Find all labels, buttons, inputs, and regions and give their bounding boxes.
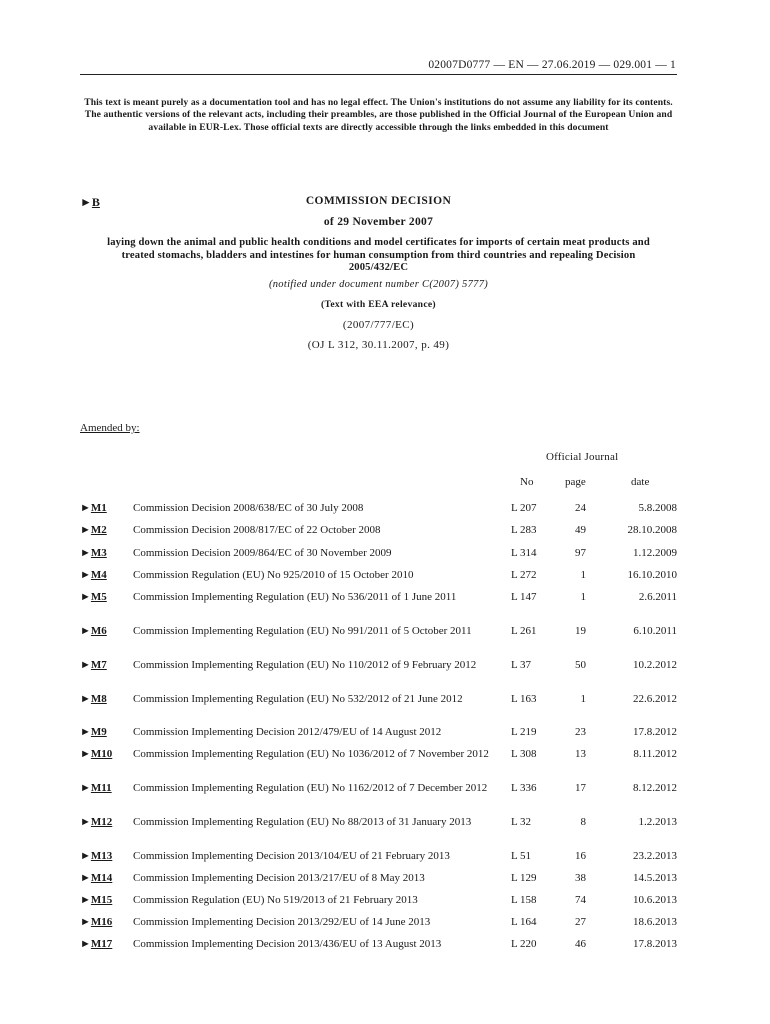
amendment-description: Commission Implementing Regulation (EU) No 110/2012 of 9 February 2012 [133, 659, 477, 671]
oj-date: 16.10.2010 [627, 569, 677, 581]
oj-page: 74 [575, 894, 586, 906]
header-rule [80, 74, 677, 75]
amendment-marker[interactable] [80, 625, 107, 637]
document-subject: laying down the animal and public health conditions and model certificates for imports of certain meat products and treated stomachs, bladders and intestines for human consumption from third countries and repealing Decision 2005/432/EC [107, 237, 650, 274]
amendment-link[interactable]: M16 [90, 916, 113, 928]
marker-arrow-icon: ► [80, 748, 91, 760]
oj-page: 1 [580, 569, 586, 581]
amendment-link[interactable]: M11 [90, 782, 112, 794]
oj-date: 14.5.2013 [633, 872, 677, 884]
oj-number: L 37 [511, 659, 532, 671]
oj-date: 17.8.2012 [633, 726, 677, 738]
marker-arrow-icon: ► [80, 195, 92, 209]
amendment-marker[interactable] [80, 569, 107, 581]
amended-by-label: Amended by: [80, 422, 140, 434]
marker-arrow-icon: ► [80, 782, 91, 794]
marker-arrow-icon: ► [80, 938, 91, 950]
oj-date: 10.6.2013 [633, 894, 677, 906]
amendment-description: Commission Implementing Regulation (EU) No 88/2013 of 31 January 2013 [133, 816, 472, 828]
marker-arrow-icon: ► [80, 726, 91, 738]
amendment-marker[interactable] [80, 502, 107, 514]
amendment-description: Commission Implementing Decision 2012/479/EU of 14 August 2012 [133, 726, 442, 738]
amendment-marker[interactable] [80, 524, 107, 536]
amendment-marker[interactable] [80, 850, 112, 862]
oj-page: 17 [575, 782, 586, 794]
oj-reference: (OJ L 312, 30.11.2007, p. 49) [307, 338, 450, 351]
column-header-no: No [520, 476, 534, 488]
marker-arrow-icon: ► [80, 547, 91, 559]
document-id: 02007D0777 — EN — 27.06.2019 — 029.001 — 1 [428, 59, 676, 71]
oj-number: L 129 [511, 872, 537, 884]
oj-page: 24 [575, 502, 586, 514]
marker-arrow-icon: ► [80, 894, 91, 906]
amendment-marker[interactable] [80, 872, 112, 884]
amendment-marker[interactable] [80, 547, 107, 559]
amendment-description: Commission Implementing Decision 2013/217/EU of 8 May 2013 [133, 872, 425, 884]
marker-arrow-icon: ► [80, 872, 91, 884]
oj-number: L 51 [511, 850, 532, 862]
amendment-link[interactable]: M9 [90, 726, 107, 738]
amendment-description: Commission Implementing Regulation (EU) No 536/2011 of 1 June 2011 [133, 591, 457, 603]
amendment-description: Commission Regulation (EU) No 519/2013 of 21 February 2013 [133, 894, 418, 906]
oj-date: 8.11.2012 [633, 748, 677, 760]
oj-page: 27 [575, 916, 586, 928]
oj-page: 46 [575, 938, 586, 950]
eea-relevance: (Text with EEA relevance) [321, 298, 436, 310]
amendment-description: Commission Implementing Decision 2013/104/EU of 21 February 2013 [133, 850, 450, 862]
oj-date: 28.10.2008 [627, 524, 677, 536]
amendment-marker[interactable] [80, 894, 112, 906]
marker-arrow-icon: ► [80, 916, 91, 928]
amendment-link[interactable]: M14 [90, 872, 113, 884]
amendment-link[interactable]: M1 [90, 502, 107, 514]
amendment-link[interactable]: M12 [90, 816, 113, 828]
title-block [80, 195, 677, 359]
oj-page: 19 [575, 625, 586, 637]
amendment-marker[interactable] [80, 816, 112, 828]
marker-arrow-icon: ► [80, 591, 91, 603]
oj-date: 8.12.2012 [633, 782, 677, 794]
marker-arrow-icon: ► [80, 524, 91, 536]
amendment-link[interactable]: M13 [90, 850, 113, 862]
marker-arrow-icon: ► [80, 625, 91, 637]
amendment-description: Commission Decision 2008/638/EC of 30 July 2008 [133, 502, 364, 514]
amendment-link[interactable]: M7 [90, 659, 107, 671]
amendment-link[interactable]: M8 [90, 693, 107, 705]
oj-number: L 308 [511, 748, 537, 760]
amendment-description: Commission Implementing Regulation (EU) No 991/2011 of 5 October 2011 [133, 625, 472, 637]
marker-arrow-icon: ► [80, 569, 91, 581]
amendment-description: Commission Decision 2008/817/EC of 22 October 2008 [133, 524, 381, 536]
amendment-link[interactable]: M6 [90, 625, 107, 637]
oj-number: L 272 [511, 569, 537, 581]
amendment-link[interactable]: M10 [90, 748, 113, 760]
amendment-description: Commission Implementing Regulation (EU) No 1036/2012 of 7 November 2012 [133, 748, 489, 760]
oj-date: 2.6.2011 [638, 591, 677, 603]
oj-number: L 158 [511, 894, 537, 906]
oj-date: 18.6.2013 [633, 916, 677, 928]
amendment-description: Commission Implementing Decision 2013/292/EU of 14 June 2013 [133, 916, 431, 928]
amendment-description: Commission Implementing Regulation (EU) No 532/2012 of 21 June 2012 [133, 693, 463, 705]
amendment-marker[interactable] [80, 591, 107, 603]
oj-date: 5.8.2008 [638, 502, 677, 514]
document-reference: (2007/777/EC) [342, 318, 415, 331]
disclaimer: This text is meant purely as a documentation tool and has no legal effect. The Union's institutions do not assume any liability for its contents. The authentic versions of the relevant acts, including their preambles, are those published in the Official Journal of the European Union and available in EUR-Lex. Those official texts are directly accessible through the links embedded in this document [84, 97, 673, 133]
oj-page: 38 [575, 872, 586, 884]
amendment-link[interactable]: M17 [90, 938, 113, 950]
oj-page: 23 [575, 726, 586, 738]
oj-page: 1 [580, 591, 586, 603]
oj-date: 6.10.2011 [633, 625, 677, 637]
marker-arrow-icon: ► [80, 816, 91, 828]
marker-arrow-icon: ► [80, 502, 91, 514]
oj-date: 23.2.2013 [633, 850, 677, 862]
oj-number: L 163 [511, 693, 537, 705]
oj-page: 8 [580, 816, 586, 828]
oj-page: 49 [575, 524, 586, 536]
amendment-marker[interactable] [80, 693, 107, 705]
oj-number: L 207 [511, 502, 537, 514]
oj-date: 10.2.2012 [633, 659, 677, 671]
amendment-marker[interactable] [80, 782, 112, 794]
oj-number: L 219 [511, 726, 537, 738]
oj-number: L 220 [511, 938, 537, 950]
oj-page: 97 [575, 547, 586, 559]
amendment-marker[interactable] [80, 748, 112, 760]
document-kind: COMMISSION DECISION [305, 195, 452, 207]
column-header-page: page [565, 476, 586, 488]
amendment-marker[interactable] [80, 726, 107, 738]
oj-page: 16 [575, 850, 586, 862]
base-act-marker[interactable] [80, 195, 100, 210]
oj-page: 50 [575, 659, 586, 671]
document-date: of 29 November 2007 [323, 216, 434, 228]
amendment-link[interactable]: M4 [90, 569, 107, 581]
marker-arrow-icon: ► [80, 693, 91, 705]
oj-page: 13 [575, 748, 586, 760]
amendment-description: Commission Decision 2009/864/EC of 30 November 2009 [133, 547, 392, 559]
official-journal-header: Official Journal [546, 451, 619, 463]
marker-arrow-icon: ► [80, 659, 91, 671]
amendment-marker[interactable] [80, 659, 107, 671]
oj-number: L 261 [511, 625, 537, 637]
amendment-description: Commission Regulation (EU) No 925/2010 of 15 October 2010 [133, 569, 414, 581]
amendment-description: Commission Implementing Regulation (EU) No 1162/2012 of 7 December 2012 [133, 782, 488, 794]
amendment-link[interactable]: M5 [90, 591, 107, 603]
amendment-description: Commission Implementing Decision 2013/436/EU of 13 August 2013 [133, 938, 442, 950]
base-act-link[interactable]: B [91, 195, 100, 209]
oj-number: L 283 [511, 524, 537, 536]
notified-note: (notified under document number C(2007) 5777) [268, 278, 489, 290]
amendment-marker[interactable] [80, 938, 112, 950]
oj-number: L 147 [511, 591, 537, 603]
oj-page: 1 [580, 693, 586, 705]
oj-number: L 164 [511, 916, 537, 928]
oj-date: 1.2.2013 [638, 816, 677, 828]
column-header-date: date [631, 476, 650, 488]
marker-arrow-icon: ► [80, 850, 91, 862]
amendment-link[interactable]: M2 [90, 524, 107, 536]
oj-date: 22.6.2012 [633, 693, 677, 705]
amendment-marker[interactable] [80, 916, 112, 928]
oj-number: L 336 [511, 782, 537, 794]
oj-date: 1.12.2009 [633, 547, 677, 559]
amendment-link[interactable]: M3 [90, 547, 107, 559]
oj-number: L 314 [511, 547, 537, 559]
oj-number: L 32 [511, 816, 532, 828]
oj-date: 17.8.2013 [633, 938, 677, 950]
amendment-link[interactable]: M15 [90, 894, 113, 906]
